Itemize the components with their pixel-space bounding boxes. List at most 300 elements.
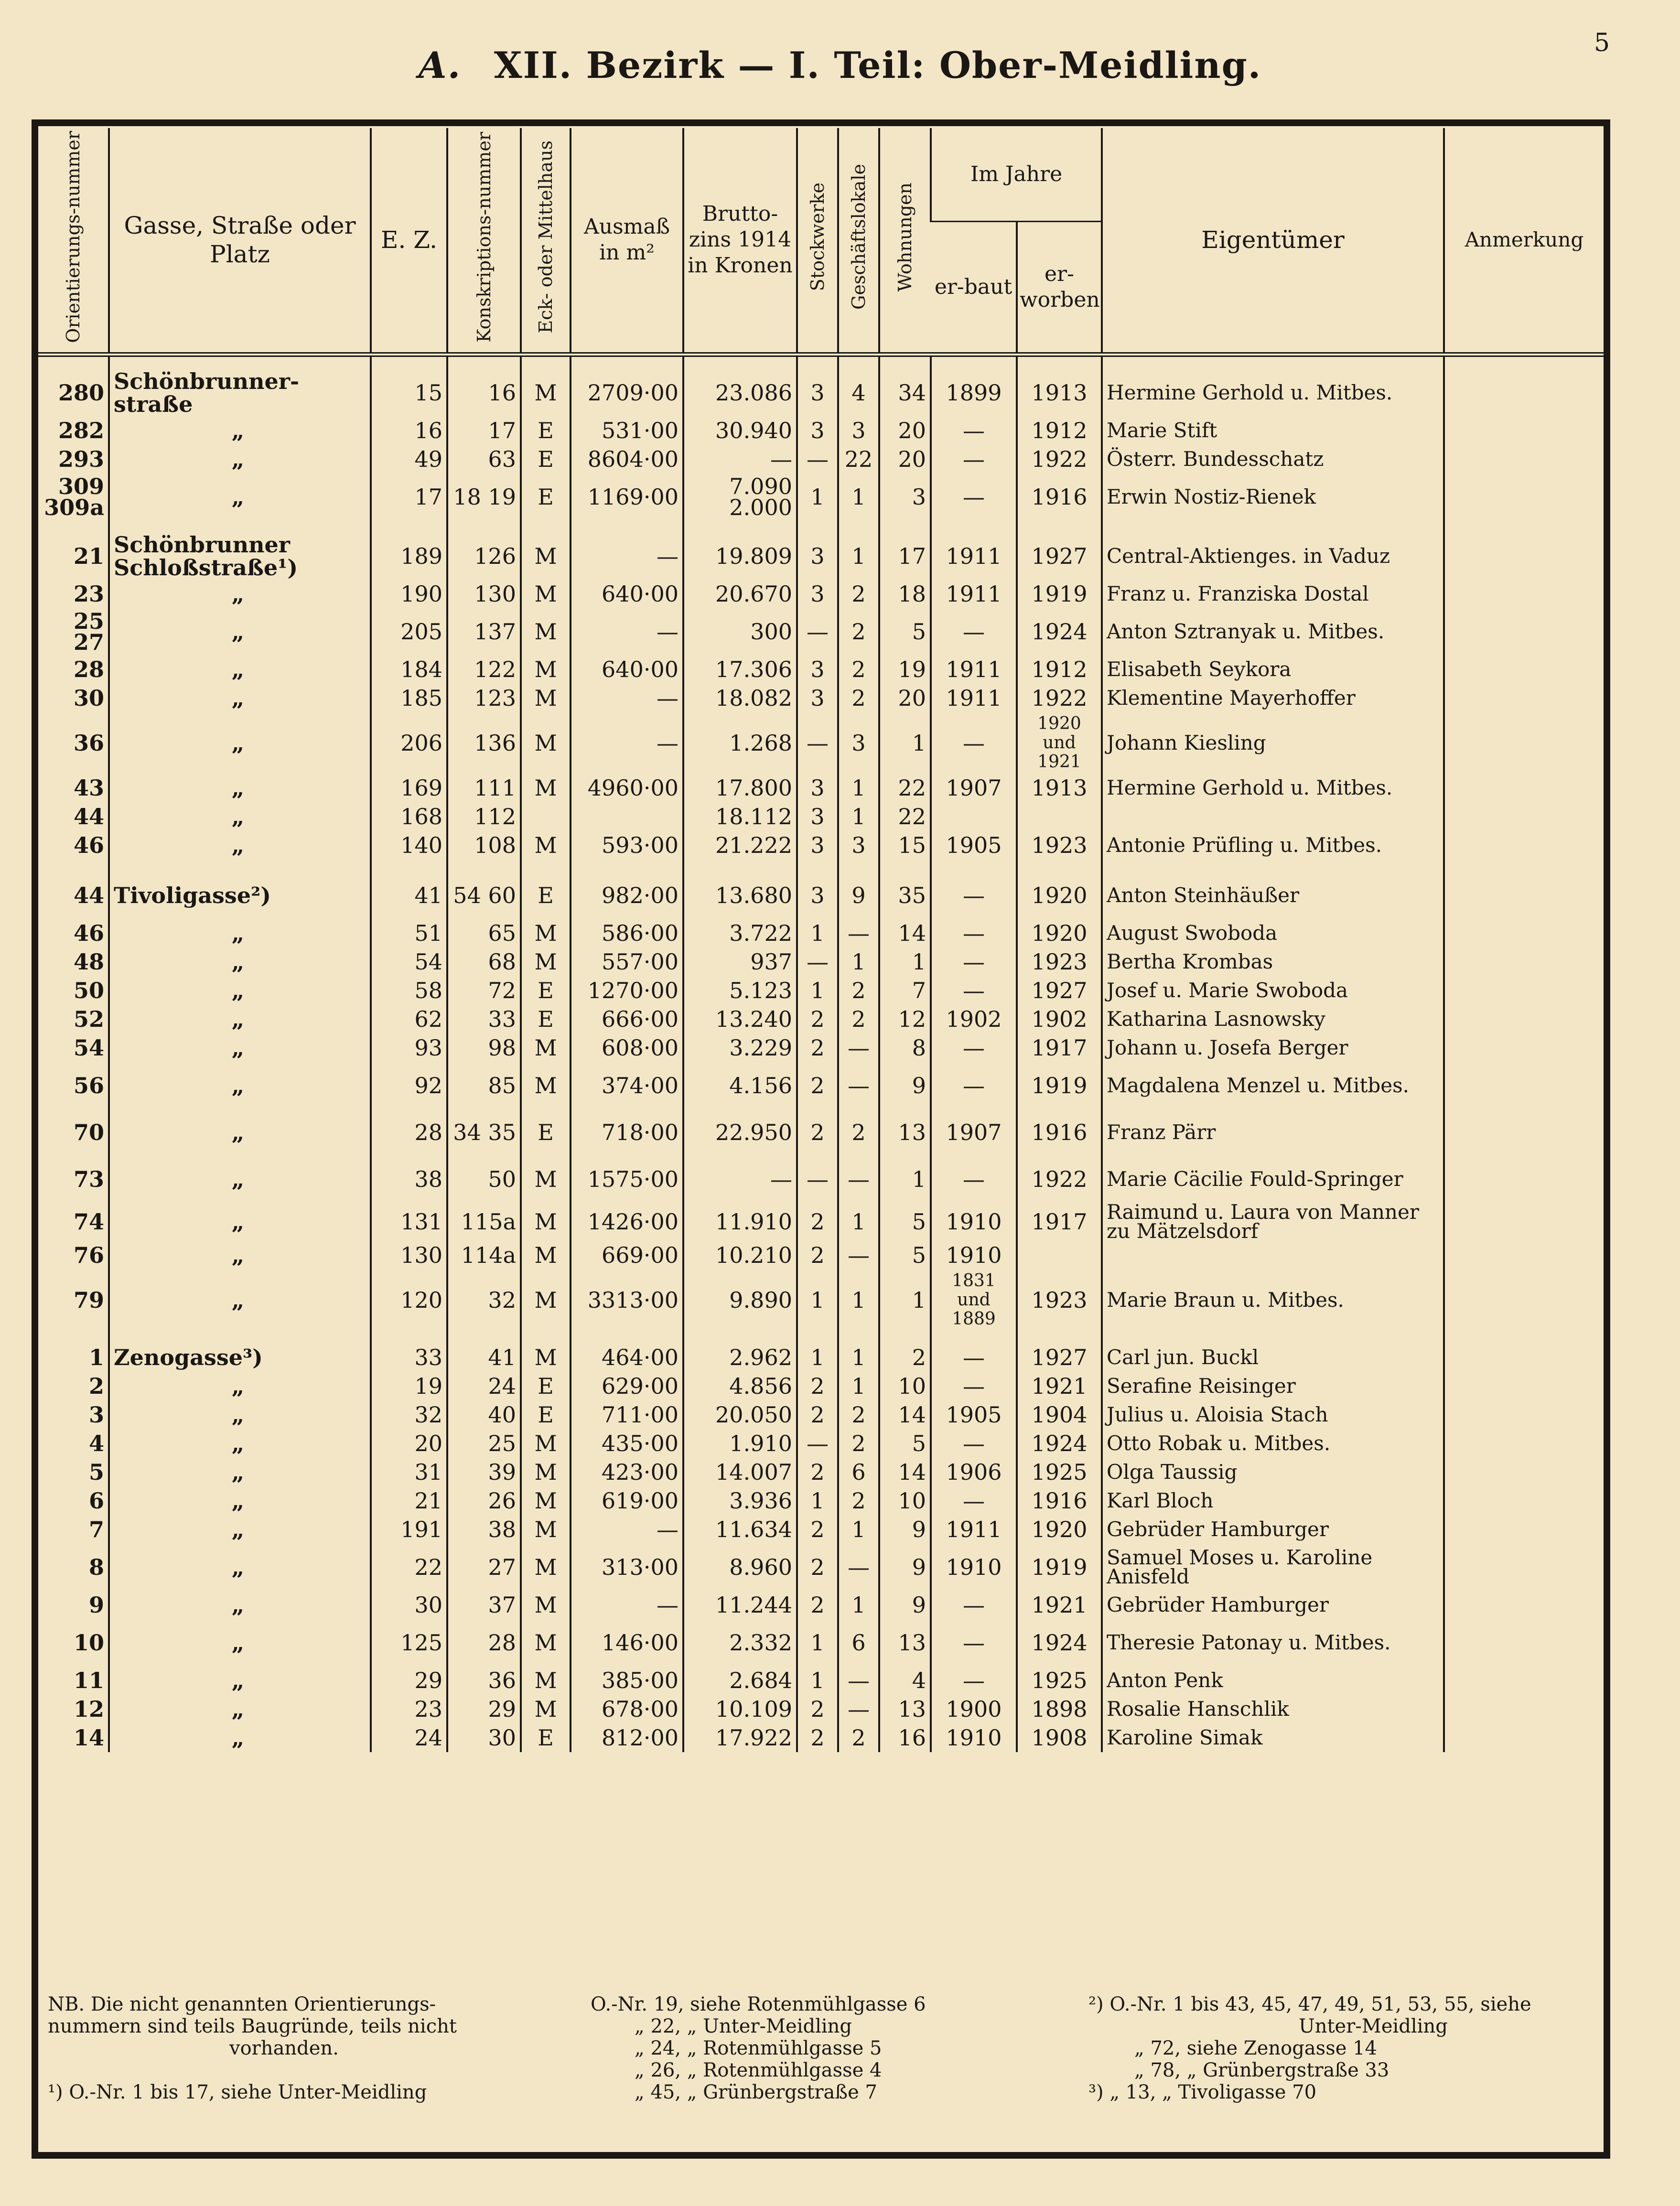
cell-wo: 4: [879, 1666, 931, 1695]
cell-erb: —: [931, 919, 1017, 947]
cell-owner: Anton Sztranyak u. Mitbes.: [1102, 608, 1444, 655]
cell-zins: 937: [683, 947, 797, 976]
cell-zins: 10.210: [683, 1241, 797, 1270]
table-row: [38, 1619, 1604, 1666]
table-row: [38, 1591, 1604, 1619]
cell-anm: [1444, 1109, 1604, 1156]
cell-on: 7: [88, 1516, 104, 1542]
cell-erw: 1923: [1017, 1270, 1102, 1331]
cell-gl: 22: [838, 445, 879, 473]
cell-anm: [1444, 802, 1604, 831]
cell-kn: 40: [447, 1400, 521, 1429]
cell-anm: [1444, 774, 1604, 802]
cell-street: „: [109, 1458, 371, 1486]
cell-st: 2: [797, 1109, 838, 1156]
cell-street: „: [109, 774, 371, 802]
cell-erb: —: [931, 1372, 1017, 1400]
cell-em: M: [521, 1619, 571, 1666]
cell-owner: Rosalie Hanschlik: [1102, 1695, 1444, 1723]
cell-gl: 4: [838, 369, 879, 416]
cell-gl: 3: [838, 831, 879, 860]
cell-aus: —: [571, 712, 683, 774]
cell-st: 1: [797, 919, 838, 947]
cell-erw: 1902: [1017, 1005, 1102, 1033]
cell-zins: 5.123: [683, 976, 797, 1005]
cell-st: 1: [797, 1619, 838, 1666]
cell-kn: 115a: [447, 1203, 521, 1241]
cell-erb: 1905: [931, 831, 1017, 860]
footnote-2-cont: Unter-Meidling: [1299, 2015, 1448, 2037]
cell-zins: 14.007: [683, 1458, 797, 1486]
spacer-row: [38, 355, 1604, 369]
cell-aus: 313·00: [571, 1544, 683, 1591]
cell-owner: Franz u. Franziska Dostal: [1102, 580, 1444, 608]
cell-aus: 423·00: [571, 1458, 683, 1486]
cell-kn: 27: [447, 1544, 521, 1591]
cell-em: M: [521, 655, 571, 684]
col-konskription: Konskriptions-nummer: [447, 128, 521, 355]
table-row: [38, 1429, 1604, 1458]
cell-ez: 190: [371, 580, 447, 608]
cell-kn: 114a: [447, 1241, 521, 1270]
cell-anm: [1444, 533, 1604, 580]
cell-kn: 26: [447, 1486, 521, 1515]
cell-ez: 29: [371, 1666, 447, 1695]
cell-em: M: [521, 1156, 571, 1203]
cell-wo: 13: [879, 1619, 931, 1666]
cell-erw: 1917: [1017, 1033, 1102, 1062]
cell-gl: 1: [838, 533, 879, 580]
cell-zins: 1.268: [683, 712, 797, 774]
cell-ez: 16: [371, 416, 447, 445]
cell-kn: 108: [447, 831, 521, 860]
cell-aus: 640·00: [571, 580, 683, 608]
cell-ez: 62: [371, 1005, 447, 1033]
cell-zins: 13.680: [683, 872, 797, 919]
cell-erb: [931, 802, 1017, 831]
cell-kn: 136: [447, 712, 521, 774]
cell-erw: 1913: [1017, 369, 1102, 416]
cell-street: „: [109, 684, 371, 712]
cell-on: 48: [73, 948, 104, 975]
col-wohnungen: Wohnungen: [879, 128, 931, 355]
cell-st: 2: [797, 1203, 838, 1241]
cell-st: 2: [797, 1005, 838, 1033]
cell-street: „: [109, 1400, 371, 1429]
cell-erw: 1921: [1017, 1591, 1102, 1619]
cell-owner: Anton Steinhäußer: [1102, 872, 1444, 919]
cell-erw: 1927: [1017, 1343, 1102, 1372]
cell-erw: 1898: [1017, 1695, 1102, 1723]
cell-zins: 3.722: [683, 919, 797, 947]
spacer-row: [38, 860, 1604, 872]
cell-st: 3: [797, 533, 838, 580]
cell-erb: 1831 und 1889: [931, 1270, 1017, 1331]
table-row: [38, 1156, 1604, 1203]
cell-zins: 21.222: [683, 831, 797, 860]
page-number: 5: [1594, 29, 1610, 57]
cell-em: E: [521, 976, 571, 1005]
cell-street: „: [109, 831, 371, 860]
section-letter: A.: [418, 44, 462, 86]
cell-gl: 1: [838, 802, 879, 831]
cell-zins: —: [683, 445, 797, 473]
cell-ez: 41: [371, 872, 447, 919]
cell-street: „: [109, 1544, 371, 1591]
cell-owner: Otto Robak u. Mitbes.: [1102, 1429, 1444, 1458]
cell-aus: 608·00: [571, 1033, 683, 1062]
cell-zins: 2.332: [683, 1619, 797, 1666]
cell-zins: 17.922: [683, 1723, 797, 1752]
table-row: [38, 1515, 1604, 1544]
cell-erw: 1923: [1017, 831, 1102, 860]
table-row: [38, 1723, 1604, 1752]
cell-owner: Klementine Mayerhoffer: [1102, 684, 1444, 712]
table-row: [38, 1372, 1604, 1400]
cell-gl: —: [838, 1666, 879, 1695]
cell-ez: 130: [371, 1241, 447, 1270]
cell-em: M: [521, 580, 571, 608]
cell-owner: Magdalena Menzel u. Mitbes.: [1102, 1062, 1444, 1109]
spacer-row: [38, 520, 1604, 533]
cell-wo: 16: [879, 1723, 931, 1752]
page-title: [0, 44, 1680, 86]
cell-aus: [571, 802, 683, 831]
col-orientierungsnummer: Orientierungs-nummer: [38, 128, 109, 355]
cell-em: M: [521, 1241, 571, 1270]
cell-ez: 49: [371, 445, 447, 473]
footnote-2-a: „ 72, siehe Zenogasse 14: [1134, 2037, 1378, 2059]
cell-on: 12: [73, 1696, 104, 1722]
cell-aus: —: [571, 1591, 683, 1619]
cell-gl: 1: [838, 1203, 879, 1241]
cell-kn: 112: [447, 802, 521, 831]
cell-zins: 23.086: [683, 369, 797, 416]
cell-erb: 1900: [931, 1695, 1017, 1723]
cell-ez: 31: [371, 1458, 447, 1486]
cell-kn: 18 19: [447, 473, 521, 520]
cell-zins: 13.240: [683, 1005, 797, 1033]
cell-wo: 13: [879, 1109, 931, 1156]
cell-aus: 146·00: [571, 1619, 683, 1666]
cell-st: 2: [797, 1695, 838, 1723]
cell-aus: 711·00: [571, 1400, 683, 1429]
footnotes: [48, 1993, 1596, 2137]
cell-em: M: [521, 1429, 571, 1458]
table-row: [38, 1270, 1604, 1331]
cell-owner: Marie Braun u. Mitbes.: [1102, 1270, 1444, 1331]
cell-zins: 30.940: [683, 416, 797, 445]
cell-st: —: [797, 608, 838, 655]
cell-wo: 20: [879, 445, 931, 473]
cell-ez: 206: [371, 712, 447, 774]
cell-street: „: [109, 580, 371, 608]
cell-erw: 1913: [1017, 774, 1102, 802]
cell-anm: [1444, 1695, 1604, 1723]
cell-ez: 140: [371, 831, 447, 860]
cell-on: 79: [73, 1287, 104, 1313]
cell-st: 3: [797, 774, 838, 802]
cell-zins: 300: [683, 608, 797, 655]
cell-ez: 131: [371, 1203, 447, 1241]
cell-aus: 678·00: [571, 1695, 683, 1723]
cell-owner: Josef u. Marie Swoboda: [1102, 976, 1444, 1005]
cell-gl: 2: [838, 1400, 879, 1429]
cell-st: 3: [797, 872, 838, 919]
cell-owner: Österr. Bundesschatz: [1102, 445, 1444, 473]
cell-st: 2: [797, 1400, 838, 1429]
spacer-row: [38, 1331, 1604, 1343]
cell-gl: —: [838, 919, 879, 947]
cell-erb: —: [931, 872, 1017, 919]
cell-street: Schönbrunner Schloßstraße¹): [109, 533, 371, 580]
footnote-2: ²) O.-Nr. 1 bis 43, 45, 47, 49, 51, 53, 55, siehe: [1088, 1993, 1531, 2015]
cell-street: „: [109, 1109, 371, 1156]
table-row: [38, 1109, 1604, 1156]
cell-wo: 5: [879, 1203, 931, 1241]
cell-on: 46: [73, 920, 104, 946]
cell-erw: [1017, 1241, 1102, 1270]
cell-owner: Gebrüder Hamburger: [1102, 1591, 1444, 1619]
table-row: [38, 831, 1604, 860]
col-eck: Eck- oder Mittelhaus: [521, 128, 571, 355]
cell-aus: 557·00: [571, 947, 683, 976]
cell-wo: 9: [879, 1515, 931, 1544]
cell-gl: 1: [838, 1270, 879, 1331]
cell-street: „: [109, 1429, 371, 1458]
cell-owner: [1102, 802, 1444, 831]
cell-zins: 7.090 2.000: [683, 473, 797, 520]
cell-em: E: [521, 1005, 571, 1033]
cell-em: M: [521, 1486, 571, 1515]
cell-ez: 185: [371, 684, 447, 712]
cell-ez: 92: [371, 1062, 447, 1109]
table-row: [38, 774, 1604, 802]
cell-on: 44: [73, 882, 104, 908]
cell-erb: 1911: [931, 533, 1017, 580]
cell-gl: 2: [838, 1723, 879, 1752]
cell-em: M: [521, 369, 571, 416]
cell-ez: 28: [371, 1109, 447, 1156]
cell-erb: —: [931, 1591, 1017, 1619]
cell-owner: Franz Pärr: [1102, 1109, 1444, 1156]
cell-ez: 58: [371, 976, 447, 1005]
cell-street: „: [109, 1062, 371, 1109]
cell-aus: 1169·00: [571, 473, 683, 520]
table-row: [38, 1400, 1604, 1429]
cell-on: 14: [73, 1724, 104, 1751]
cell-erw: 1919: [1017, 580, 1102, 608]
cell-wo: 5: [879, 608, 931, 655]
cell-kn: 32: [447, 1270, 521, 1331]
col-im-jahre: Im Jahre: [931, 128, 1102, 222]
cell-gl: 1: [838, 1372, 879, 1400]
cell-anm: [1444, 1241, 1604, 1270]
cell-anm: [1444, 1062, 1604, 1109]
cell-ez: 191: [371, 1515, 447, 1544]
cell-erw: 1925: [1017, 1666, 1102, 1695]
cell-ez: 20: [371, 1429, 447, 1458]
cell-ez: 184: [371, 655, 447, 684]
cell-kn: 68: [447, 947, 521, 976]
notes-right: [1088, 1993, 1624, 2103]
cell-wo: 10: [879, 1486, 931, 1515]
cell-kn: 54 60: [447, 872, 521, 919]
col-bruttozins: Brutto-zins 1914 in Kronen: [683, 128, 797, 355]
cell-gl: 1: [838, 473, 879, 520]
table-row: [38, 533, 1604, 580]
cell-erb: —: [931, 1062, 1017, 1109]
cell-on: 28: [73, 656, 104, 682]
cell-street: „: [109, 1156, 371, 1203]
cell-zins: 20.670: [683, 580, 797, 608]
cell-wo: 15: [879, 831, 931, 860]
cell-wo: 22: [879, 774, 931, 802]
cell-owner: Carl jun. Buckl: [1102, 1343, 1444, 1372]
cell-erw: 1917: [1017, 1203, 1102, 1241]
cell-anm: [1444, 1343, 1604, 1372]
cell-wo: 17: [879, 533, 931, 580]
cell-st: 1: [797, 1666, 838, 1695]
property-register-table: [38, 128, 1604, 1752]
cell-on: 293: [58, 446, 104, 472]
cell-on: 282: [58, 417, 104, 443]
cell-anm: [1444, 1203, 1604, 1241]
cell-em: M: [521, 1666, 571, 1695]
cell-st: 2: [797, 1062, 838, 1109]
cell-gl: 1: [838, 1591, 879, 1619]
cell-erb: 1910: [931, 1723, 1017, 1752]
cell-em: M: [521, 1062, 571, 1109]
cell-erw: 1925: [1017, 1458, 1102, 1486]
cell-on: 9: [88, 1592, 104, 1618]
cell-zins: 17.800: [683, 774, 797, 802]
cell-aus: 669·00: [571, 1241, 683, 1270]
cell-wo: 5: [879, 1429, 931, 1458]
cell-aus: 619·00: [571, 1486, 683, 1515]
cell-on: 74: [73, 1208, 104, 1235]
cell-gl: —: [838, 1241, 879, 1270]
cell-st: 2: [797, 1372, 838, 1400]
cell-erb: 1911: [931, 580, 1017, 608]
cell-aus: 374·00: [571, 1062, 683, 1109]
cell-wo: 20: [879, 684, 931, 712]
cell-erb: 1911: [931, 1515, 1017, 1544]
cell-gl: 6: [838, 1458, 879, 1486]
cell-zins: 10.109: [683, 1695, 797, 1723]
cell-on: 76: [73, 1242, 104, 1268]
cell-erb: —: [931, 608, 1017, 655]
cell-owner: Gebrüder Hamburger: [1102, 1515, 1444, 1544]
cell-ez: 169: [371, 774, 447, 802]
table-row: [38, 1343, 1604, 1372]
cell-ez: 24: [371, 1723, 447, 1752]
table-row: [38, 416, 1604, 445]
cell-wo: 9: [879, 1591, 931, 1619]
cell-anm: [1444, 445, 1604, 473]
cell-st: 3: [797, 684, 838, 712]
cell-owner: August Swoboda: [1102, 919, 1444, 947]
cell-zins: 20.050: [683, 1400, 797, 1429]
cell-em: M: [521, 608, 571, 655]
col-geschaeftslokale: Geschäftslokale: [838, 128, 879, 355]
cell-ez: 32: [371, 1400, 447, 1429]
cell-erw: 1927: [1017, 976, 1102, 1005]
table-row: [38, 802, 1604, 831]
cell-owner: Elisabeth Seykora: [1102, 655, 1444, 684]
cell-anm: [1444, 919, 1604, 947]
cell-em: M: [521, 1515, 571, 1544]
cell-zins: 4.856: [683, 1372, 797, 1400]
cell-st: 1: [797, 1486, 838, 1515]
cell-em: M: [521, 947, 571, 976]
cell-on: 23: [73, 581, 104, 607]
table-row: [38, 1695, 1604, 1723]
cell-erb: —: [931, 712, 1017, 774]
cell-zins: 18.112: [683, 802, 797, 831]
cell-wo: 5: [879, 1241, 931, 1270]
note-m2: „ 22, „ Unter-Meidling: [635, 2015, 852, 2037]
cell-st: 2: [797, 1241, 838, 1270]
cell-wo: 34: [879, 369, 931, 416]
title-text: XII. Bezirk — I. Teil: Ober-Meidling.: [494, 44, 1262, 86]
cell-aus: 982·00: [571, 872, 683, 919]
cell-em: M: [521, 831, 571, 860]
cell-erb: —: [931, 1156, 1017, 1203]
cell-zins: 18.082: [683, 684, 797, 712]
col-ausmass: Ausmaß in m²: [571, 128, 683, 355]
cell-owner: Johann u. Josefa Berger: [1102, 1033, 1444, 1062]
cell-em: M: [521, 1203, 571, 1241]
cell-erb: —: [931, 1343, 1017, 1372]
cell-aus: 385·00: [571, 1666, 683, 1695]
table-row: [38, 1241, 1604, 1270]
cell-wo: 18: [879, 580, 931, 608]
cell-erb: 1911: [931, 655, 1017, 684]
table-row: [38, 580, 1604, 608]
cell-gl: 3: [838, 712, 879, 774]
cell-gl: 2: [838, 1005, 879, 1033]
cell-on: 3: [88, 1401, 104, 1428]
cell-on: 73: [73, 1166, 104, 1192]
cell-street: „: [109, 1486, 371, 1515]
cell-wo: 14: [879, 1458, 931, 1486]
cell-street: „: [109, 976, 371, 1005]
table-row: [38, 369, 1604, 416]
cell-erb: —: [931, 445, 1017, 473]
cell-kn: 36: [447, 1666, 521, 1695]
table-row: [38, 1666, 1604, 1695]
cell-ez: 23: [371, 1695, 447, 1723]
cell-kn: 50: [447, 1156, 521, 1203]
table-row: [38, 947, 1604, 976]
cell-em: M: [521, 1544, 571, 1591]
cell-erb: —: [931, 1429, 1017, 1458]
cell-kn: 98: [447, 1033, 521, 1062]
cell-em: M: [521, 533, 571, 580]
cell-street: „: [109, 1241, 371, 1270]
cell-kn: 34 35: [447, 1109, 521, 1156]
cell-aus: —: [571, 1515, 683, 1544]
note-m4: „ 26, „ Rotenmühlgasse 4: [635, 2059, 882, 2081]
cell-street: Tivoligasse²): [109, 872, 371, 919]
notes-middle: [591, 1993, 1045, 2103]
cell-street: „: [109, 1270, 371, 1331]
cell-street: „: [109, 608, 371, 655]
cell-erw: 1927: [1017, 533, 1102, 580]
cell-st: 3: [797, 831, 838, 860]
cell-ez: 54: [371, 947, 447, 976]
